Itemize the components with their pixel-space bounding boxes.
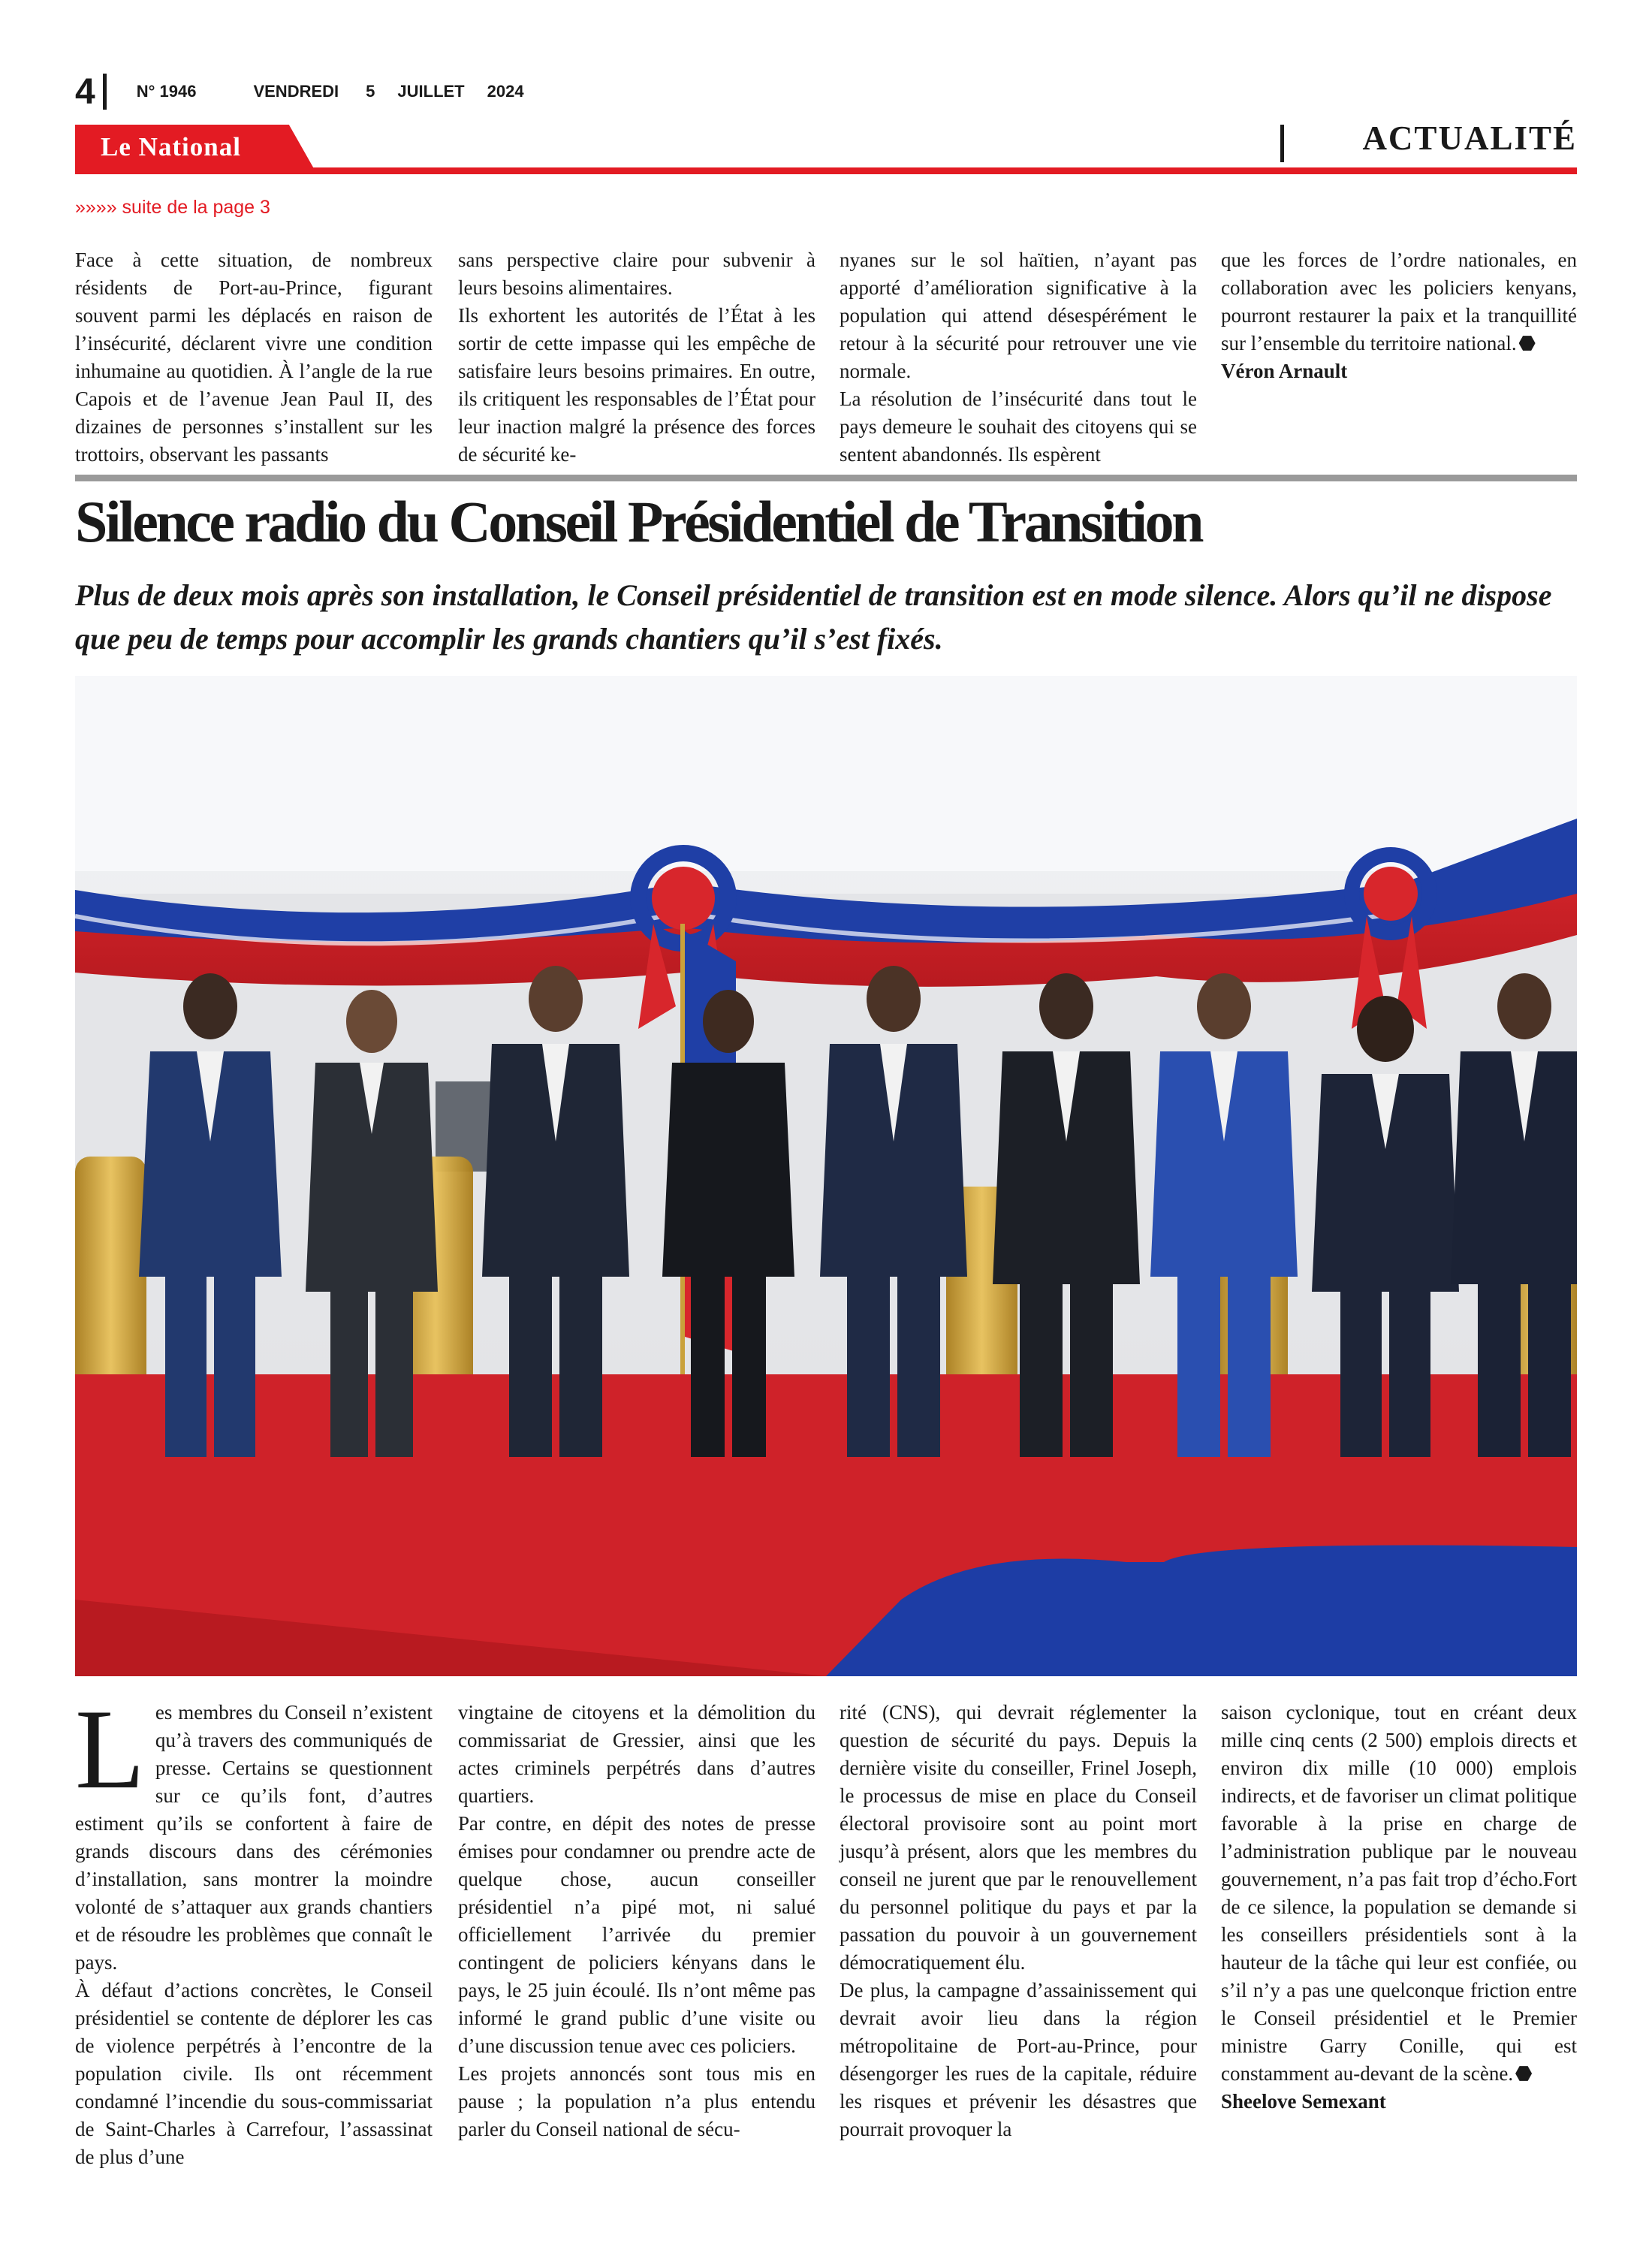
header-red-rule bbox=[75, 167, 1577, 174]
paragraph: vingtaine de citoyens et la démolition du commissariat de Gressier, ainsi que les actes criminels perpétrés dans d’autres quartiers. bbox=[458, 1701, 815, 1807]
top-article-column-3 bbox=[840, 246, 1197, 469]
main-article-column-3 bbox=[840, 1699, 1197, 2143]
paragraph bbox=[1221, 1699, 1577, 2088]
byline: Sheelove Semexant bbox=[1221, 2090, 1386, 2113]
article-separator bbox=[75, 475, 1577, 481]
paragraph bbox=[75, 1686, 433, 1977]
date-year: 2024 bbox=[487, 82, 524, 101]
paragraph: Les projets annoncés sont tous mis en pause ; la population n’a plus entendu parler du Conseil national de sécu- bbox=[458, 2062, 815, 2140]
top-article-column-2 bbox=[458, 246, 815, 469]
article-photo bbox=[75, 676, 1577, 1676]
paragraph: De plus, la campagne d’assainissement qui devrait avoir lieu dans la région métropolitaine de Port-au-Prince, pour désengorger les rues de la capitale, réduire les risques et prévenir les désastres que pourrait provoquer la bbox=[840, 1979, 1197, 2140]
date-number: 5 bbox=[366, 82, 375, 101]
brand-logo: Le National bbox=[101, 132, 241, 161]
page-number: 4 bbox=[75, 71, 95, 112]
section-divider bbox=[1280, 125, 1284, 162]
paragraph: À défaut d’actions concrètes, le Conseil présidentiel se contente de déplorer les cas de violence perpétrés à l’encontre de la population civile. Ils ont récemment condamné l’incendie du sous-commissariat de Saint-Charles à Carrefour, l’assassinat de plus d’une bbox=[75, 1979, 433, 2168]
paragraph-text: que les forces de l’ordre nationales, en collaboration avec les policiers kenyans, pourront restaurer la paix et la tranquillité sur l’ensemble du territoire national. bbox=[1221, 249, 1577, 354]
date-day: VENDREDI bbox=[253, 82, 339, 101]
section-label: ACTUALITÉ bbox=[1362, 119, 1577, 157]
top-article-column-4 bbox=[1221, 246, 1577, 385]
main-article-column-4 bbox=[1221, 1699, 1577, 2116]
standfirst: Plus de deux mois après son installation, le Conseil présidentiel de transition est en mode silence. Alors qu’il ne dispose que peu de temps pour accomplir les grands chantiers qu’il s’est fixés. bbox=[75, 578, 1552, 656]
paragraph: Ils exhortent les autorités de l’État à les sortir de cette impasse qui les empêche de satisfaire leurs besoins primaires. En outre, ils critiquent les responsables de l’État pour leur inaction malgré la présence des forces de sécurité ke- bbox=[458, 304, 815, 466]
date-month: JUILLET bbox=[397, 82, 465, 101]
end-mark-icon bbox=[1519, 335, 1536, 351]
paragraph: rité (CNS), qui devrait réglementer la question de sécurité du pays. Depuis la dernière visite du conseiller, Frinel Joseph, le processus de mise en place du Conseil électoral provisoire sont au point mort jusqu’à présent, alors que les membres du conseil ne jurent que par le renouvellement du personnel politique du pays et par la passation du pouvoir à un gouvernement démocratiquement élu. bbox=[840, 1701, 1197, 1974]
main-article-column-1 bbox=[75, 1686, 433, 2171]
paragraph-text: saison cyclonique, tout en créant deux mille cinq cents (2 500) emplois directs et environ dix mille (10 000) emplois indirects, et de favoriser un climat politique favorable à la prise en charge de l’administration publique par le nouveau gouvernement, n’a pas fait trop d’écho.Fort de ce silence, la population se demande si les conseillers présidentiels sont à la hauteur de la tâche qui leur est confiée, ou s’il n’y a pas une quelconque friction entre le Conseil présidentiel et le Premier ministre Garry Conille, qui est constamment au-devant de la scène. bbox=[1221, 1701, 1577, 2085]
headline: Silence radio du Conseil Présidentiel de Transition bbox=[75, 489, 1202, 554]
paragraph: Face à cette situation, de nombreux résidents de Port-au-Prince, figurant souvent parmi les déplacés en raison de l’insécurité, déclarent vivre une condition inhumaine au quotidien. À l’angle de la rue Capois et de l’avenue Jean Paul II, des dizaines de personnes s’installent sur les trottoirs, observant les passants bbox=[75, 249, 433, 466]
top-article-column-1 bbox=[75, 246, 433, 469]
paragraph-text: es membres du Conseil n’existent qu’à travers des communiqués de presse. Certains se questionnent sur ce qu’ils font, d’autres estiment qu’ils se confortent à faire de grands discours dans des cérémonies d’installation, sans montrer la moindre volonté de s’attaquer aux grands chantiers et de résoudre les problèmes que connaît le pays. bbox=[75, 1701, 433, 1974]
paragraph bbox=[1221, 246, 1577, 357]
paragraph: sans perspective claire pour subvenir à leurs besoins alimentaires. bbox=[458, 249, 815, 299]
paragraph: nyanes sur le sol haïtien, n’ayant pas apporté d’amélioration significative à la population qui attend désespérément le retour à la sécurité pour retrouver une vie normale. bbox=[840, 249, 1197, 382]
issue-number: N° 1946 bbox=[136, 82, 197, 101]
end-mark-icon bbox=[1515, 2065, 1532, 2082]
main-article-column-2 bbox=[458, 1699, 815, 2143]
paragraph: La résolution de l’insécurité dans tout le pays demeure le souhait des citoyens qui se sentent abandonnés. Ils espèrent bbox=[840, 388, 1197, 466]
page-header bbox=[75, 72, 826, 111]
continued-from-label: »»»» suite de la page 3 bbox=[75, 197, 270, 218]
group-photo-illustration bbox=[75, 676, 1577, 1676]
header-divider bbox=[103, 74, 107, 110]
drop-cap: L bbox=[75, 1686, 145, 1812]
byline: Véron Arnault bbox=[1221, 360, 1348, 382]
paragraph: Par contre, en dépit des notes de presse émises pour condamner ou prendre acte de quelque chose, aucun conseiller présidentiel n’a pipé mot, ni salué officiellement l’arrivée du premier contingent de policiers kényans dans le pays, le 25 juin écoulé. Ils n’ont même pas informé le grand public d’une visite ou d’une discussion tenue avec ces policiers. bbox=[458, 1812, 815, 2057]
